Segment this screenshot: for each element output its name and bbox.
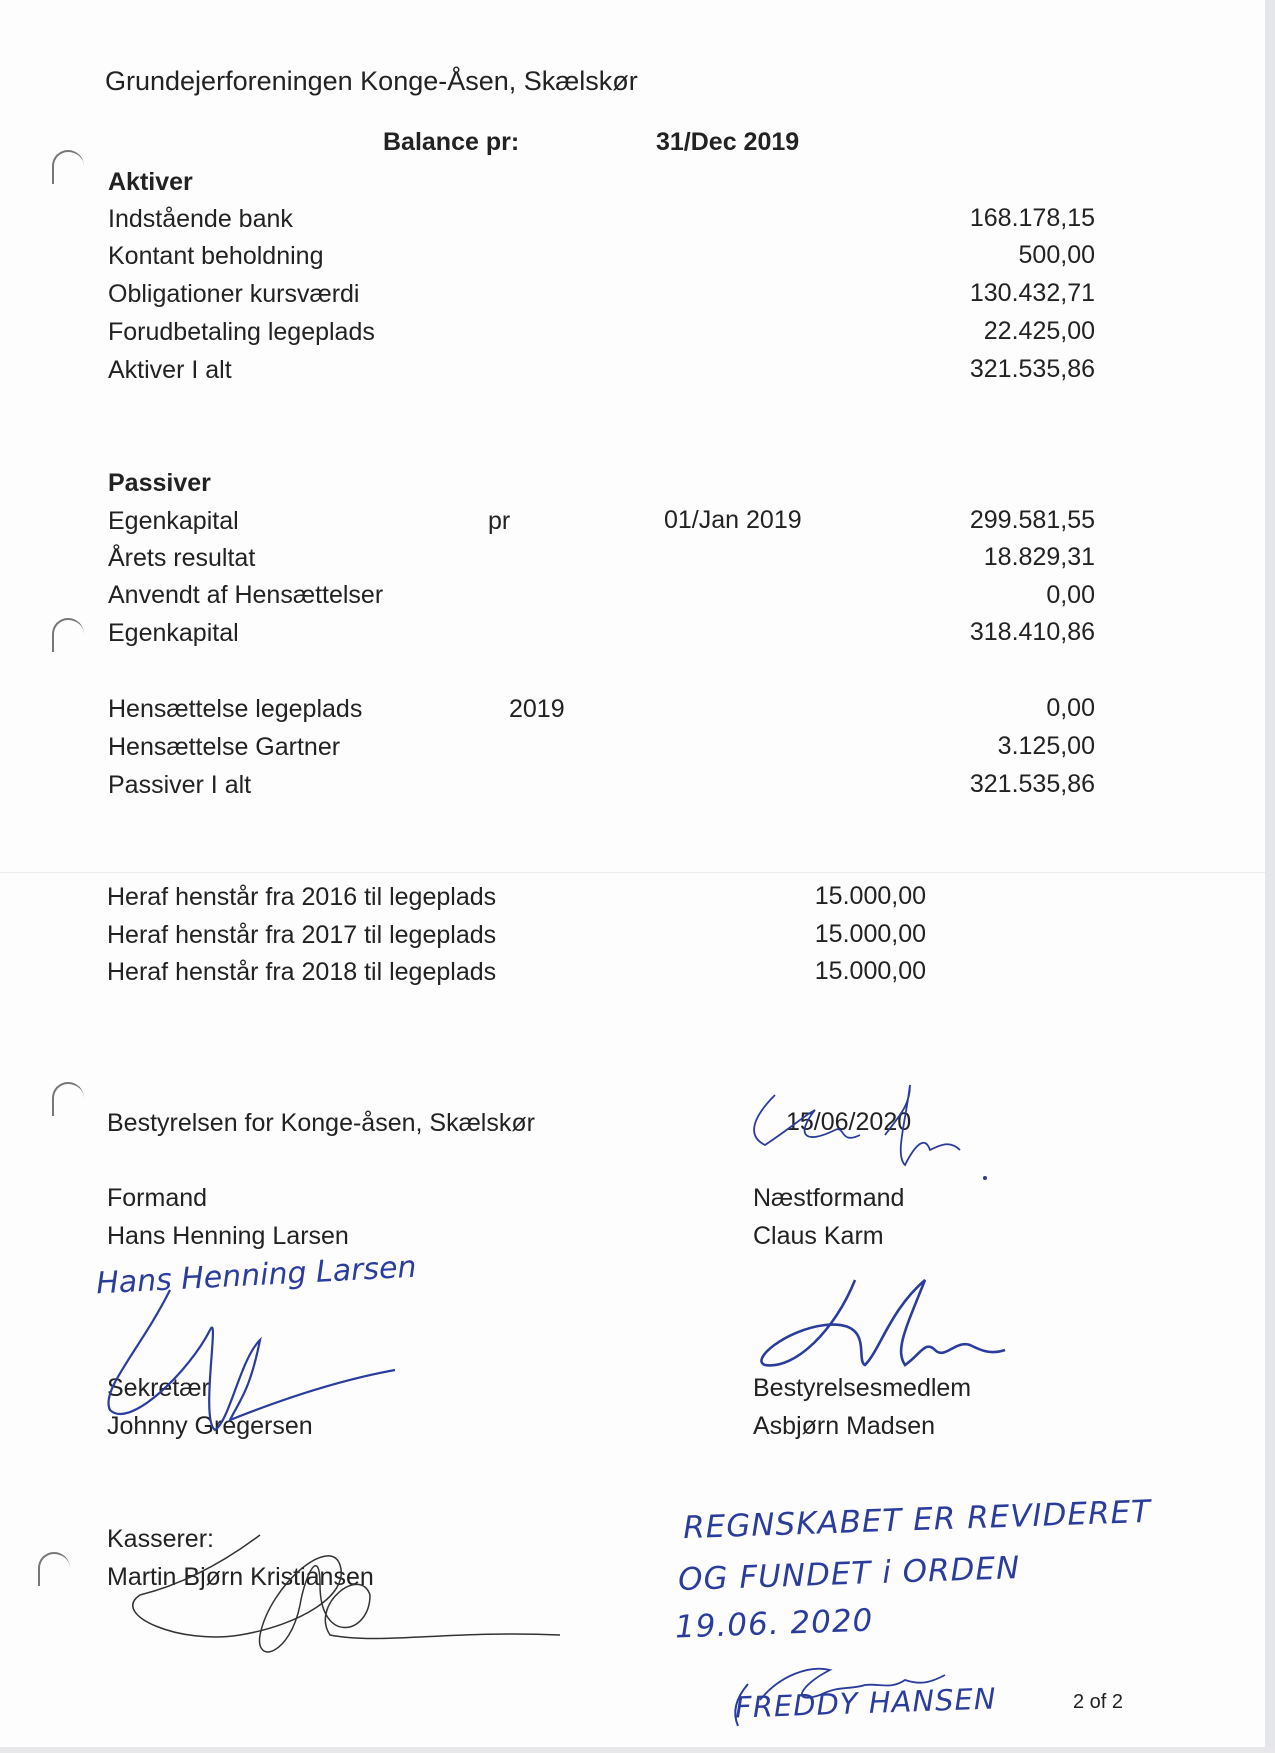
passiver-row-amount: 3.125,00 [997,732,1095,760]
signature-date: 15/06/2020 [786,1108,912,1136]
aktiver-row-label: Forudbetaling legeplads [108,318,375,346]
aktiver-row-amount: 500,00 [1018,241,1095,269]
fold-line [0,872,1265,873]
passiver-total-amount: 321.535,86 [969,770,1095,798]
scan-edge [1265,0,1275,1753]
heraf-amount: 15.000,00 [814,957,926,985]
heraf-label: Heraf henstår fra 2017 til legeplads [107,921,497,949]
aktiver-total-label: Aktiver I alt [108,356,232,384]
scan-edge-bottom [0,1747,1275,1753]
kasserer-signature [120,1525,570,1665]
auditor-bracket [728,1680,758,1730]
medlem-signature [755,1270,1015,1390]
punch-hole [52,1082,84,1116]
aktiver-heading: Aktiver [108,168,193,196]
naestformand-signature [735,1075,1005,1185]
hensaettelse-legeplads-year: 2019 [509,695,565,723]
auditor-name: FREDDY HANSEN [734,1681,998,1725]
punch-hole [52,618,84,652]
aktiver-row-amount: 130.432,71 [969,279,1095,307]
passiver-row-amount: 318.410,86 [969,618,1095,646]
medlem-name: Asbjørn Madsen [753,1412,936,1440]
naestformand-role: Næstformand [753,1184,905,1212]
medlem-role: Bestyrelsesmedlem [753,1374,972,1402]
audit-note-line2: OG FUNDET i ORDEN [677,1550,1021,1598]
passiver-row-amount: 0,00 [1046,581,1095,609]
formand-handwritten-name: Hans Henning Larsen [95,1249,418,1302]
balance-date: 31/Dec 2019 [656,128,800,156]
egenkapital-amount: 299.581,55 [969,506,1095,534]
heraf-label: Heraf henstår fra 2016 til legeplads [107,883,497,911]
passiver-total-label: Passiver I alt [108,771,252,799]
egenkapital-pr: pr [488,507,511,535]
kasserer-name: Martin Bjørn Kristiansen [107,1563,374,1591]
balance-label: Balance pr: [383,128,520,156]
punch-hole [38,1552,70,1586]
hensaettelse-legeplads-label: Hensættelse legeplads [108,695,363,723]
passiver-row-label: Egenkapital [108,619,239,647]
aktiver-row-label: Obligationer kursværdi [108,280,360,308]
page-number: 2 of 2 [1073,1691,1124,1713]
aktiver-row-label: Kontant beholdning [108,242,324,270]
board-label: Bestyrelsen for Konge-åsen, Skælskør [107,1109,535,1137]
heraf-amount: 15.000,00 [814,882,926,910]
formand-role: Formand [107,1184,208,1212]
formand-signature [80,1270,410,1440]
aktiver-row-label: Indstående bank [108,205,293,233]
passiver-row-label: Hensættelse Gartner [108,733,341,761]
sekretaer-name: Johnny Gregersen [107,1412,313,1440]
document-title: Grundejerforeningen Konge-Åsen, Skælskør [105,66,638,96]
audit-note-date: 19.06. 2020 [674,1602,874,1646]
passiver-row-label: Anvendt af Hensættelser [108,581,384,609]
aktiver-row-amount: 22.425,00 [983,317,1095,345]
audit-note-line1: REGNSKABET ER REVIDERET [682,1493,1152,1547]
passiver-row-amount: 18.829,31 [983,543,1095,571]
aktiver-row-amount: 168.178,15 [969,204,1095,232]
passiver-heading: Passiver [108,469,211,497]
sekretaer-role: Sekretær [107,1374,210,1402]
kasserer-role: Kasserer: [107,1525,214,1553]
heraf-label: Heraf henstår fra 2018 til legeplads [107,958,497,986]
punch-hole [52,150,84,184]
naestformand-name: Claus Karm [753,1222,884,1250]
passiver-row-label: Årets resultat [108,544,256,572]
formand-name: Hans Henning Larsen [107,1222,349,1250]
aktiver-total-amount: 321.535,86 [969,355,1095,383]
egenkapital-date: 01/Jan 2019 [664,506,802,534]
hensaettelse-legeplads-amount: 0,00 [1046,694,1095,722]
heraf-amount: 15.000,00 [814,920,926,948]
egenkapital-label: Egenkapital [108,507,239,535]
